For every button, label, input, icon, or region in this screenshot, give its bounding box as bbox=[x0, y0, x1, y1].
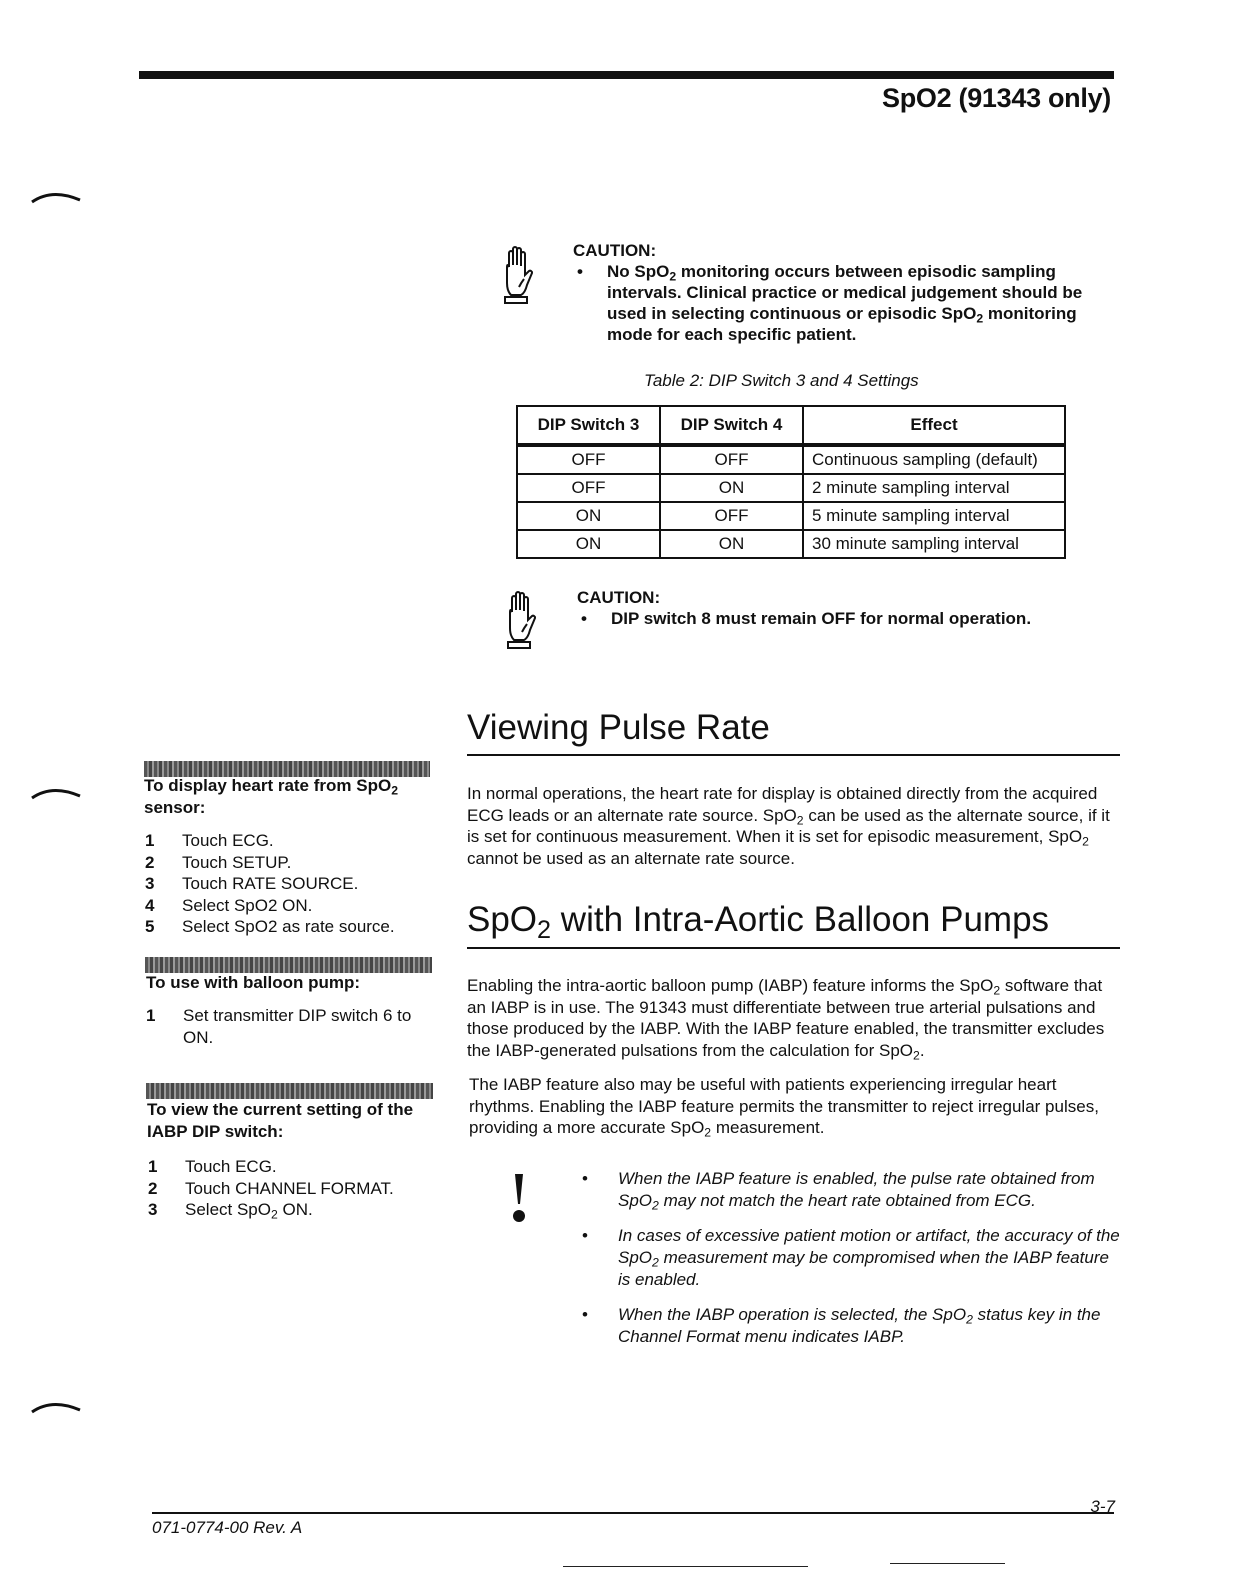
note-list bbox=[582, 1168, 1122, 1361]
table-header-row bbox=[517, 406, 1065, 445]
margin-tab-mark bbox=[30, 782, 82, 802]
table-cell: 5 minute sampling interval bbox=[803, 502, 1065, 530]
procedure-step: 3 Select SpO$_2$ ON. bbox=[148, 1200, 313, 1222]
procedure-step: 1 Touch ECG. bbox=[148, 1157, 277, 1176]
body-paragraph: The IABP feature also may be useful with patients experiencing irregular heart rhythms. Enabling the IABP feature permits the transmitter to reject irregular pulses, providing a more accurate SpO$_2$ measurement. bbox=[469, 1075, 1099, 1140]
document-number: 071-0774-00 Rev. A bbox=[152, 1518, 303, 1537]
margin-tab-mark bbox=[30, 1396, 82, 1416]
note-item: • In cases of excessive patient motion or artifact, the accuracy of the SpO$_2$ measurement may be compromised when the IABP feature is enabled. bbox=[582, 1225, 1122, 1291]
table-cell: 2 minute sampling interval bbox=[803, 474, 1065, 502]
procedure-heading: To use with balloon pump: bbox=[146, 973, 361, 992]
section-rule bbox=[467, 754, 1120, 756]
procedure-step: 1 Touch ECG. bbox=[145, 831, 274, 850]
table-row bbox=[517, 502, 1065, 530]
caution-list bbox=[573, 261, 1113, 345]
table-cell: OFF bbox=[517, 445, 660, 474]
caution-title: CAUTION: bbox=[577, 588, 661, 607]
caution-item: • DIP switch 8 must remain OFF for normal operation. bbox=[577, 608, 1097, 629]
table-cell: OFF bbox=[660, 502, 803, 530]
table-cell: ON bbox=[517, 502, 660, 530]
procedure-step: 5 Select SpO2 as rate source. bbox=[145, 917, 395, 936]
hand-stop-icon bbox=[497, 245, 541, 311]
header-rule bbox=[139, 71, 1114, 79]
table-cell: OFF bbox=[517, 474, 660, 502]
table-caption: Table 2: DIP Switch 3 and 4 Settings bbox=[644, 371, 919, 390]
table-cell: OFF bbox=[660, 445, 803, 474]
section-title: Viewing Pulse Rate bbox=[467, 708, 770, 747]
table-row bbox=[517, 445, 1065, 474]
table-row bbox=[517, 474, 1065, 502]
procedure-steps bbox=[145, 830, 435, 938]
exclamation-icon bbox=[509, 1172, 529, 1226]
table-cell: 30 minute sampling interval bbox=[803, 530, 1065, 558]
procedure-step: 2 Touch SETUP. bbox=[145, 852, 292, 872]
caution-list bbox=[577, 608, 1097, 629]
procedure-step: 4 Select SpO2 ON. bbox=[145, 895, 313, 915]
body-paragraph: Enabling the intra-aortic balloon pump (IABP) feature informs the SpO$_2$ software that an IABP is in use. The 91343 must differentiate between true arterial pulsations and those produced by the IABP. With the IABP feature enabled, the transmitter excludes the IABP-generated pulsations from the calculation for SpO$_2$. bbox=[467, 976, 1105, 1062]
section-rule bbox=[467, 947, 1120, 949]
procedure-header-bar bbox=[145, 957, 432, 973]
procedure-steps bbox=[146, 1005, 428, 1048]
footer-rule bbox=[152, 1512, 1114, 1514]
table-cell: ON bbox=[517, 530, 660, 558]
table-cell: ON bbox=[660, 474, 803, 502]
column-header: DIP Switch 3 bbox=[517, 406, 660, 445]
caution-block bbox=[577, 588, 1097, 629]
procedure-step: 3 Touch RATE SOURCE. bbox=[145, 874, 359, 893]
caution-title: CAUTION: bbox=[573, 241, 657, 260]
scan-artifact-line bbox=[890, 1563, 1005, 1564]
procedure-heading: To display heart rate from SpO$_2$ sensor: bbox=[144, 776, 398, 817]
scan-artifact-line bbox=[563, 1566, 808, 1567]
body-paragraph: In normal operations, the heart rate for display is obtained directly from the acquired ECG leads or an alternate rate source. SpO$_2$ can be used as the alternate source, if it is set for continuous measurement. When it is set for episodic measurement, SpO$_2$ cannot be used as an alternate rate source. bbox=[467, 784, 1110, 868]
page-header-title: SpO2 (91343 only) bbox=[882, 83, 1111, 113]
procedure-steps bbox=[148, 1156, 438, 1221]
table-cell: ON bbox=[660, 530, 803, 558]
procedure-step: 2 Touch CHANNEL FORMAT. bbox=[148, 1178, 394, 1198]
margin-tab-mark bbox=[30, 186, 82, 206]
caution-block bbox=[573, 241, 1113, 345]
note-item: • When the IABP feature is enabled, the pulse rate obtained from SpO$_2$ may not match the heart rate obtained from ECG. bbox=[582, 1168, 1122, 1212]
section-title: SpO$_2$ with Intra-Aortic Balloon Pumps bbox=[467, 900, 1050, 945]
procedure-heading: To view the current setting of the IABP DIP switch: bbox=[147, 1100, 414, 1141]
procedure-step: 1 Set transmitter DIP switch 6 to ON. bbox=[146, 1006, 412, 1047]
note-item: • When the IABP operation is selected, the SpO$_2$ status key in the Channel Format menu indicates IABP. bbox=[582, 1304, 1122, 1348]
procedure-header-bar bbox=[146, 1083, 433, 1099]
column-header: DIP Switch 4 bbox=[660, 406, 803, 445]
caution-item: • No SpO$_2$ monitoring occurs between episodic sampling intervals. Clinical practice or medical judgement should be used in selecting continuous or episodic SpO$_2$ monitoring mode for each specific patient. bbox=[573, 261, 1113, 345]
table-row bbox=[517, 530, 1065, 558]
column-header: Effect bbox=[803, 406, 1065, 445]
page-number: 3-7 bbox=[1090, 1497, 1115, 1516]
hand-stop-icon bbox=[500, 590, 544, 656]
table-cell: Continuous sampling (default) bbox=[803, 445, 1065, 474]
dip-switch-table bbox=[516, 405, 1066, 559]
